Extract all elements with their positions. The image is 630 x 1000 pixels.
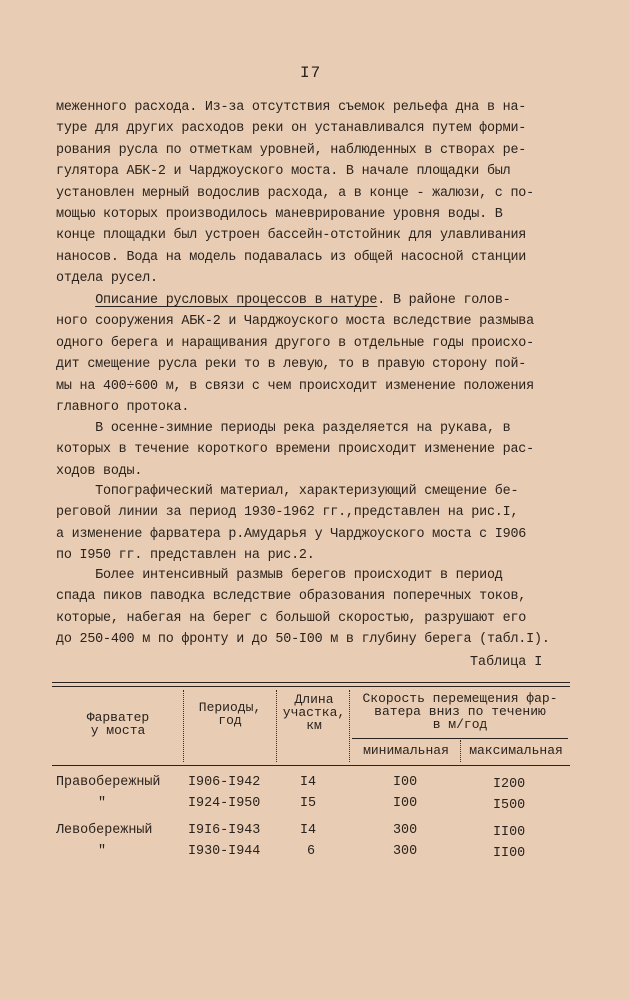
cell-min: I00 (393, 796, 418, 811)
paragraph-topographic: Топографический материал, характеризующий смещение бе- реговой линии за период 1930-1962 гг.,представлен на рис.I, а изменение фарватера р.Амударья у Чарджоуского моста с I906 по I950 гг. представлен на рис.2. (56, 484, 527, 564)
page-number: I7 (300, 64, 322, 82)
table-header-bottom-rule (52, 765, 570, 766)
cell-min: I00 (393, 775, 418, 790)
paragraph-river-processes: ного сооружения АБК-2 и Чарджоуского моста вследствие размыва одного берега и наращивания другого в отдельные годы происхо- дит смещение русла реки то в левую, то в правую сторону пой- мы на 400÷600 м, в связи с чем происходит изменение положения главного протока. (56, 314, 534, 416)
paragraph-autumn: В осенне-зимние периоды река разделяется на рукава, в которых в течение короткого времени происходит изменение рас- ходов воды. (56, 421, 534, 479)
cell-fairway: Левобережный (56, 823, 153, 838)
speed-subheader-rule (352, 738, 568, 739)
cell-length: I4 (300, 775, 317, 790)
table-top-rule (52, 682, 570, 683)
cell-min: 300 (393, 823, 418, 838)
table-caption: Таблица I (470, 655, 543, 670)
header-max: максимальная (469, 743, 563, 758)
column-divider (276, 690, 277, 762)
header-periods: Периоды, год (198, 700, 262, 728)
header-speed: Скорость перемещения фар- ватера вниз по течению в м/год (362, 691, 558, 732)
cell-max: II00 (493, 846, 526, 861)
column-divider (460, 740, 461, 762)
header-fairway: Фарватер у моста (86, 710, 150, 738)
section-heading: Описание русловых процессов в натуре (95, 293, 378, 308)
paragraph-erosion: Более интенсивный размыв берегов происходит в период спада пиков паводка вследствие образования поперечных токов, которые, набегая на берег с большой скоростью, разрушают его до 250-400 м по фронту и до 50-I00 м в глубину берега (табл.I). (56, 568, 550, 648)
cell-max: I200 (493, 777, 526, 792)
column-divider (183, 690, 184, 762)
cell-period: I9I6-I943 (188, 823, 261, 838)
heading-continuation: . В районе голов- (377, 293, 511, 308)
table-top-rule-2 (52, 686, 570, 687)
cell-fairway: Правобережный (56, 775, 161, 790)
paragraph-heading-line (56, 290, 570, 311)
cell-fairway: " (98, 796, 107, 811)
cell-max: I500 (493, 798, 526, 813)
cell-length: I4 (300, 823, 317, 838)
cell-fairway: " (98, 844, 107, 859)
cell-length: 6 (307, 844, 316, 859)
cell-period: I924-I950 (188, 796, 261, 811)
cell-period: I930-I944 (188, 844, 261, 859)
cell-max: II00 (493, 825, 526, 840)
cell-min: 300 (393, 844, 418, 859)
paragraph-intro: меженного расхода. Из-за отсутствия съемок рельефа дна в на- туре для других расходов реки он устанавливался путем форми- рования русла по отметкам уровней, наблюденных в створах ре- гулятора АБК-2 и Чарджоуского моста. В начале площадки был установлен мерный водослив расхода, а в конце - жалюзи, с по- мощью которых производилось маневрирование уровня воды. В конце площадки был устроен бассейн-отстойник для улавливания наносов. Вода на модель подавалась из общей насосной станции отдела русел. (56, 100, 534, 287)
cell-length: I5 (300, 796, 317, 811)
cell-period: I906-I942 (188, 775, 261, 790)
header-min: минимальная (363, 743, 449, 758)
column-divider (349, 690, 350, 762)
header-length: Длина участка, км (282, 692, 346, 733)
